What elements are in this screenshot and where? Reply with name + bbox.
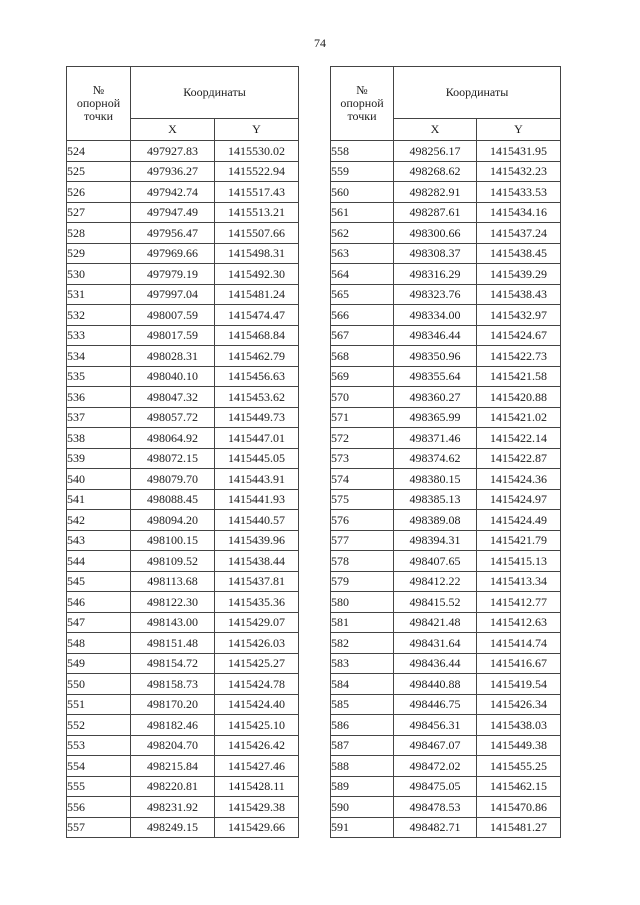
x-coordinate-cell: 498316.29 (394, 264, 477, 285)
table-row (67, 756, 299, 777)
x-coordinate-cell: 497997.04 (131, 284, 215, 305)
x-coordinate-cell: 498380.15 (394, 469, 477, 490)
y-coordinate-cell: 1415441.93 (215, 489, 299, 510)
x-coordinate-cell: 498154.72 (131, 653, 215, 674)
table-row (67, 223, 299, 244)
y-coordinate-cell: 1415433.53 (477, 182, 561, 203)
y-coordinate-cell: 1415420.88 (477, 387, 561, 408)
x-coordinate-cell: 498182.46 (131, 715, 215, 736)
point-number-header: № опорной точки (67, 67, 131, 141)
x-coordinate-cell: 498282.91 (394, 182, 477, 203)
table-row (331, 797, 561, 818)
table-row (67, 489, 299, 510)
table-row (331, 305, 561, 326)
y-coordinate-cell: 1415456.63 (215, 366, 299, 387)
x-coordinate-cell: 498151.48 (131, 633, 215, 654)
x-coordinate-cell: 498472.02 (394, 756, 477, 777)
y-coordinate-cell: 1415438.03 (477, 715, 561, 736)
table-row (331, 223, 561, 244)
y-coordinate-cell: 1415421.02 (477, 407, 561, 428)
point-number-cell: 557 (67, 817, 131, 838)
x-coordinate-cell: 498355.64 (394, 366, 477, 387)
point-number-cell: 536 (67, 387, 131, 408)
table-row (67, 284, 299, 305)
table-row (67, 243, 299, 264)
table-row (331, 325, 561, 346)
point-number-cell: 578 (331, 551, 394, 572)
x-coordinate-cell: 498415.52 (394, 592, 477, 613)
point-number-cell: 588 (331, 756, 394, 777)
x-coordinate-cell: 498113.68 (131, 571, 215, 592)
y-coordinate-cell: 1415432.97 (477, 305, 561, 326)
x-coordinate-cell: 498300.66 (394, 223, 477, 244)
y-coordinate-cell: 1415426.03 (215, 633, 299, 654)
table-row (67, 797, 299, 818)
point-number-cell: 585 (331, 694, 394, 715)
y-header: Y (215, 119, 299, 141)
point-number-cell: 570 (331, 387, 394, 408)
y-coordinate-cell: 1415445.05 (215, 448, 299, 469)
point-number-cell: 547 (67, 612, 131, 633)
point-number-cell: 571 (331, 407, 394, 428)
y-coordinate-cell: 1415425.10 (215, 715, 299, 736)
x-coordinate-cell: 498064.92 (131, 428, 215, 449)
x-coordinate-cell: 498350.96 (394, 346, 477, 367)
table-row (331, 346, 561, 367)
point-number-cell: 575 (331, 489, 394, 510)
coordinates-table-left (66, 66, 299, 838)
x-coordinate-cell: 498220.81 (131, 776, 215, 797)
x-coordinate-cell: 498456.31 (394, 715, 477, 736)
x-coordinate-cell: 497936.27 (131, 161, 215, 182)
table-row (67, 366, 299, 387)
y-coordinate-cell: 1415438.45 (477, 243, 561, 264)
point-number-cell: 569 (331, 366, 394, 387)
y-coordinate-cell: 1415412.77 (477, 592, 561, 613)
x-coordinate-cell: 498268.62 (394, 161, 477, 182)
x-coordinate-cell: 498389.08 (394, 510, 477, 531)
table-row (331, 756, 561, 777)
x-coordinate-cell: 498431.64 (394, 633, 477, 654)
y-coordinate-cell: 1415437.24 (477, 223, 561, 244)
point-number-cell: 583 (331, 653, 394, 674)
table-row (331, 448, 561, 469)
table-row (331, 592, 561, 613)
x-coordinate-cell: 498394.31 (394, 530, 477, 551)
point-number-cell: 526 (67, 182, 131, 203)
point-number-cell: 540 (67, 469, 131, 490)
point-number-cell: 582 (331, 633, 394, 654)
table-row (331, 694, 561, 715)
x-coordinate-cell: 498478.53 (394, 797, 477, 818)
point-number-cell: 552 (67, 715, 131, 736)
point-number-cell: 533 (67, 325, 131, 346)
x-coordinate-cell: 498446.75 (394, 694, 477, 715)
y-coordinate-cell: 1415421.58 (477, 366, 561, 387)
x-coordinate-cell: 498407.65 (394, 551, 477, 572)
y-coordinate-cell: 1415481.27 (477, 817, 561, 838)
y-coordinate-cell: 1415517.43 (215, 182, 299, 203)
y-coordinate-cell: 1415481.24 (215, 284, 299, 305)
x-coordinate-cell: 498094.20 (131, 510, 215, 531)
y-coordinate-cell: 1415434.16 (477, 202, 561, 223)
x-coordinate-cell: 498231.92 (131, 797, 215, 818)
x-coordinate-cell: 497979.19 (131, 264, 215, 285)
point-number-cell: 529 (67, 243, 131, 264)
point-number-cell: 553 (67, 735, 131, 756)
table-row (331, 243, 561, 264)
point-number-cell: 541 (67, 489, 131, 510)
x-coordinate-cell: 498047.32 (131, 387, 215, 408)
x-coordinate-cell: 497969.66 (131, 243, 215, 264)
point-number-cell: 548 (67, 633, 131, 654)
table-row (67, 202, 299, 223)
x-coordinate-cell: 498028.31 (131, 346, 215, 367)
point-number-cell: 563 (331, 243, 394, 264)
x-coordinate-cell: 498215.84 (131, 756, 215, 777)
point-number-cell: 556 (67, 797, 131, 818)
table-row (331, 202, 561, 223)
x-coordinate-cell: 498249.15 (131, 817, 215, 838)
table-row (67, 469, 299, 490)
y-coordinate-cell: 1415424.67 (477, 325, 561, 346)
x-coordinate-cell: 498158.73 (131, 674, 215, 695)
y-coordinate-cell: 1415414.74 (477, 633, 561, 654)
y-coordinate-cell: 1415419.54 (477, 674, 561, 695)
point-number-cell: 566 (331, 305, 394, 326)
table-row (331, 489, 561, 510)
y-coordinate-cell: 1415431.95 (477, 141, 561, 162)
point-number-cell: 537 (67, 407, 131, 428)
x-coordinate-cell: 497947.49 (131, 202, 215, 223)
x-coordinate-cell: 498412.22 (394, 571, 477, 592)
coordinates-header: Координаты (394, 67, 561, 119)
y-coordinate-cell: 1415453.62 (215, 387, 299, 408)
x-coordinate-cell: 498256.17 (394, 141, 477, 162)
table-row (67, 735, 299, 756)
table-row (67, 674, 299, 695)
y-coordinate-cell: 1415522.94 (215, 161, 299, 182)
x-coordinate-cell: 498057.72 (131, 407, 215, 428)
x-coordinate-cell: 498346.44 (394, 325, 477, 346)
point-number-cell: 591 (331, 817, 394, 838)
point-number-cell: 580 (331, 592, 394, 613)
point-number-cell: 539 (67, 448, 131, 469)
y-coordinate-cell: 1415439.96 (215, 530, 299, 551)
y-header: Y (477, 119, 561, 141)
x-coordinate-cell: 497927.83 (131, 141, 215, 162)
x-coordinate-cell: 498436.44 (394, 653, 477, 674)
x-coordinate-cell: 498287.61 (394, 202, 477, 223)
table-row (67, 264, 299, 285)
y-coordinate-cell: 1415474.47 (215, 305, 299, 326)
y-coordinate-cell: 1415413.34 (477, 571, 561, 592)
x-coordinate-cell: 498467.07 (394, 735, 477, 756)
point-number-cell: 574 (331, 469, 394, 490)
table-row (331, 633, 561, 654)
y-coordinate-cell: 1415513.21 (215, 202, 299, 223)
x-coordinate-cell: 498017.59 (131, 325, 215, 346)
table-row (67, 694, 299, 715)
point-number-cell: 559 (331, 161, 394, 182)
point-number-cell: 590 (331, 797, 394, 818)
point-number-cell: 565 (331, 284, 394, 305)
point-number-cell: 568 (331, 346, 394, 367)
x-coordinate-cell: 498143.00 (131, 612, 215, 633)
y-coordinate-cell: 1415462.79 (215, 346, 299, 367)
table-row (331, 182, 561, 203)
x-coordinate-cell: 498007.59 (131, 305, 215, 326)
y-coordinate-cell: 1415424.49 (477, 510, 561, 531)
table-row (67, 551, 299, 572)
table-row (331, 284, 561, 305)
y-coordinate-cell: 1415424.36 (477, 469, 561, 490)
table-row (67, 387, 299, 408)
x-coordinate-cell: 498072.15 (131, 448, 215, 469)
y-coordinate-cell: 1415449.38 (477, 735, 561, 756)
x-coordinate-cell: 498323.76 (394, 284, 477, 305)
table-row (67, 612, 299, 633)
y-coordinate-cell: 1415498.31 (215, 243, 299, 264)
table-row (331, 551, 561, 572)
point-number-cell: 587 (331, 735, 394, 756)
y-coordinate-cell: 1415462.15 (477, 776, 561, 797)
table-row (331, 407, 561, 428)
y-coordinate-cell: 1415425.27 (215, 653, 299, 674)
point-number-cell: 532 (67, 305, 131, 326)
table-row (331, 428, 561, 449)
table-row (331, 510, 561, 531)
x-coordinate-cell: 498308.37 (394, 243, 477, 264)
point-number-cell: 543 (67, 530, 131, 551)
x-header: X (394, 119, 477, 141)
x-coordinate-cell: 498421.48 (394, 612, 477, 633)
table-row (67, 715, 299, 736)
point-number-cell: 538 (67, 428, 131, 449)
x-coordinate-cell: 498170.20 (131, 694, 215, 715)
table-row (331, 469, 561, 490)
x-coordinate-cell: 497956.47 (131, 223, 215, 244)
table-row (331, 366, 561, 387)
x-coordinate-cell: 498371.46 (394, 428, 477, 449)
table-row (331, 161, 561, 182)
point-number-cell: 551 (67, 694, 131, 715)
y-coordinate-cell: 1415426.42 (215, 735, 299, 756)
x-coordinate-cell: 497942.74 (131, 182, 215, 203)
y-coordinate-cell: 1415426.34 (477, 694, 561, 715)
table-row (67, 571, 299, 592)
y-coordinate-cell: 1415422.73 (477, 346, 561, 367)
x-coordinate-cell: 498122.30 (131, 592, 215, 613)
y-coordinate-cell: 1415427.46 (215, 756, 299, 777)
point-number-cell: 545 (67, 571, 131, 592)
point-number-cell: 542 (67, 510, 131, 531)
point-number-cell: 561 (331, 202, 394, 223)
y-coordinate-cell: 1415440.57 (215, 510, 299, 531)
y-coordinate-cell: 1415424.97 (477, 489, 561, 510)
table-row (331, 776, 561, 797)
x-coordinate-cell: 498088.45 (131, 489, 215, 510)
table-row (331, 141, 561, 162)
y-coordinate-cell: 1415492.30 (215, 264, 299, 285)
point-number-cell: 558 (331, 141, 394, 162)
table-row (331, 817, 561, 838)
point-number-cell: 524 (67, 141, 131, 162)
y-coordinate-cell: 1415424.78 (215, 674, 299, 695)
point-number-cell: 525 (67, 161, 131, 182)
point-number-cell: 586 (331, 715, 394, 736)
x-coordinate-cell: 498079.70 (131, 469, 215, 490)
table-row (331, 653, 561, 674)
y-coordinate-cell: 1415447.01 (215, 428, 299, 449)
table-row (67, 141, 299, 162)
point-number-cell: 554 (67, 756, 131, 777)
point-number-cell: 527 (67, 202, 131, 223)
table-row (67, 428, 299, 449)
y-coordinate-cell: 1415416.67 (477, 653, 561, 674)
y-coordinate-cell: 1415437.81 (215, 571, 299, 592)
table-row (67, 325, 299, 346)
y-coordinate-cell: 1415455.25 (477, 756, 561, 777)
table-row (67, 182, 299, 203)
point-number-header: № опорной точки (331, 67, 394, 141)
x-coordinate-cell: 498385.13 (394, 489, 477, 510)
coordinates-table-right (330, 66, 561, 838)
y-coordinate-cell: 1415428.11 (215, 776, 299, 797)
coordinates-header: Координаты (131, 67, 299, 119)
y-coordinate-cell: 1415422.87 (477, 448, 561, 469)
table-row (67, 346, 299, 367)
point-number-cell: 535 (67, 366, 131, 387)
x-coordinate-cell: 498374.62 (394, 448, 477, 469)
point-number-cell: 562 (331, 223, 394, 244)
table-row (67, 776, 299, 797)
y-coordinate-cell: 1415424.40 (215, 694, 299, 715)
point-number-cell: 584 (331, 674, 394, 695)
table-row (67, 592, 299, 613)
point-number-cell: 577 (331, 530, 394, 551)
y-coordinate-cell: 1415421.79 (477, 530, 561, 551)
table-row (67, 510, 299, 531)
table-row (67, 530, 299, 551)
y-coordinate-cell: 1415468.84 (215, 325, 299, 346)
table-row (67, 305, 299, 326)
y-coordinate-cell: 1415412.63 (477, 612, 561, 633)
y-coordinate-cell: 1415439.29 (477, 264, 561, 285)
x-coordinate-cell: 498040.10 (131, 366, 215, 387)
table-row (67, 407, 299, 428)
y-coordinate-cell: 1415470.86 (477, 797, 561, 818)
y-coordinate-cell: 1415443.91 (215, 469, 299, 490)
y-coordinate-cell: 1415530.02 (215, 141, 299, 162)
y-coordinate-cell: 1415449.73 (215, 407, 299, 428)
point-number-cell: 549 (67, 653, 131, 674)
x-coordinate-cell: 498100.15 (131, 530, 215, 551)
y-coordinate-cell: 1415422.14 (477, 428, 561, 449)
point-number-cell: 573 (331, 448, 394, 469)
table-row (331, 674, 561, 695)
x-coordinate-cell: 498482.71 (394, 817, 477, 838)
y-coordinate-cell: 1415507.66 (215, 223, 299, 244)
point-number-cell: 564 (331, 264, 394, 285)
point-number-cell: 546 (67, 592, 131, 613)
y-coordinate-cell: 1415435.36 (215, 592, 299, 613)
x-coordinate-cell: 498204.70 (131, 735, 215, 756)
point-number-cell: 550 (67, 674, 131, 695)
point-number-cell: 560 (331, 182, 394, 203)
point-number-cell: 581 (331, 612, 394, 633)
point-number-cell: 572 (331, 428, 394, 449)
table-row (331, 715, 561, 736)
y-coordinate-cell: 1415438.44 (215, 551, 299, 572)
point-number-cell: 579 (331, 571, 394, 592)
table-row (331, 612, 561, 633)
page-number: 74 (314, 36, 326, 50)
x-coordinate-cell: 498334.00 (394, 305, 477, 326)
x-coordinate-cell: 498109.52 (131, 551, 215, 572)
y-coordinate-cell: 1415415.13 (477, 551, 561, 572)
point-number-cell: 531 (67, 284, 131, 305)
table-row (67, 448, 299, 469)
table-row (331, 735, 561, 756)
table-row (331, 264, 561, 285)
table-row (67, 161, 299, 182)
y-coordinate-cell: 1415432.23 (477, 161, 561, 182)
y-coordinate-cell: 1415429.38 (215, 797, 299, 818)
table-row (67, 633, 299, 654)
point-number-cell: 555 (67, 776, 131, 797)
table-row (331, 530, 561, 551)
y-coordinate-cell: 1415429.07 (215, 612, 299, 633)
x-coordinate-cell: 498365.99 (394, 407, 477, 428)
point-number-cell: 544 (67, 551, 131, 572)
point-number-cell: 530 (67, 264, 131, 285)
point-number-cell: 528 (67, 223, 131, 244)
x-coordinate-cell: 498440.88 (394, 674, 477, 695)
point-number-cell: 576 (331, 510, 394, 531)
point-number-cell: 589 (331, 776, 394, 797)
point-number-cell: 567 (331, 325, 394, 346)
table-row (67, 817, 299, 838)
y-coordinate-cell: 1415438.43 (477, 284, 561, 305)
y-coordinate-cell: 1415429.66 (215, 817, 299, 838)
x-header: X (131, 119, 215, 141)
table-row (67, 653, 299, 674)
table-row (331, 387, 561, 408)
x-coordinate-cell: 498475.05 (394, 776, 477, 797)
x-coordinate-cell: 498360.27 (394, 387, 477, 408)
point-number-cell: 534 (67, 346, 131, 367)
table-row (331, 571, 561, 592)
